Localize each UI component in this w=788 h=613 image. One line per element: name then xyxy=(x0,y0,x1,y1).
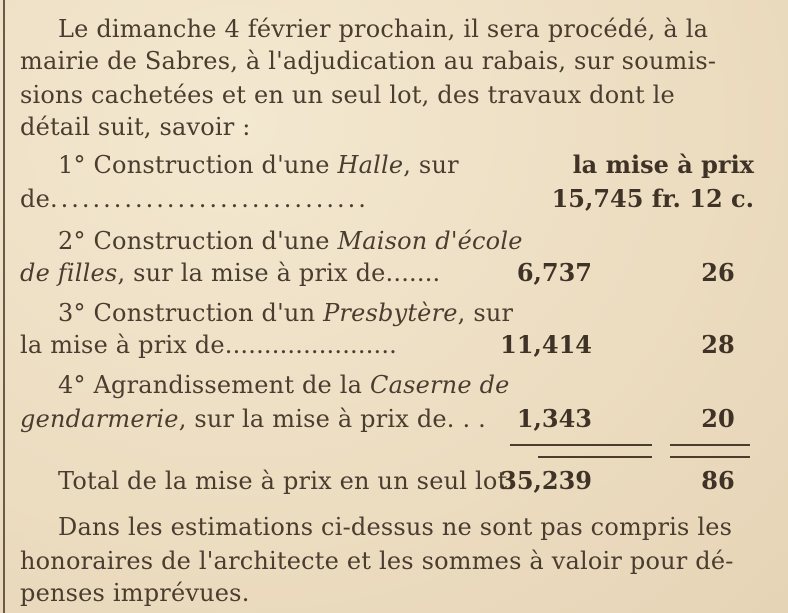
total-label: Total de la mise à prix en un seul lot. xyxy=(58,467,516,495)
item-4-centimes: 20 xyxy=(701,404,735,433)
item-2-francs: 6,737 xyxy=(516,258,592,287)
intro-line-2: mairie de Sabres, à l'adjudication au rabais, sur soumis- xyxy=(20,47,717,75)
item-3-centimes: 28 xyxy=(701,330,735,359)
item-1-mise-a-prix-label: la mise à prix xyxy=(572,150,754,179)
sum-rule-centimes-lower xyxy=(670,456,750,458)
item-1-line-1: 1° Construction d'une Halle, sur xyxy=(58,151,459,179)
item-2-line-2: de filles, sur la mise à prix de....... xyxy=(20,259,441,287)
item-2-centimes: 26 xyxy=(701,258,735,287)
left-column-rule xyxy=(3,0,5,613)
item-4-line-1: 4° Agrandissement de la Caserne de xyxy=(58,371,510,399)
item-3-line-1: 3° Construction d'un Presbytère, sur xyxy=(58,299,514,327)
sum-rule-francs-lower xyxy=(538,456,652,458)
item-3-francs: 11,414 xyxy=(500,330,592,359)
sum-rule-centimes xyxy=(670,444,750,446)
intro-line-3: sions cachetées et en un seul lot, des travaux dont le xyxy=(20,81,675,109)
item-2-line-1: 2° Construction d'une Maison d'école xyxy=(58,227,523,255)
total-centimes: 86 xyxy=(701,466,735,495)
note-line-2: honoraires de l'architecte et les sommes à valoir pour dé- xyxy=(20,547,734,575)
item-3-line-2: la mise à prix de...................... xyxy=(20,331,398,359)
item-1-amount: 15,745 fr. 12 c. xyxy=(551,184,754,213)
intro-line-1: Le dimanche 4 février prochain, il sera procédé, à la xyxy=(58,15,709,43)
note-line-3: penses imprévues. xyxy=(20,579,250,607)
sum-rule-francs xyxy=(510,444,652,446)
item-1-line-2: de.............................. xyxy=(20,185,369,213)
total-francs: 35,239 xyxy=(500,466,592,495)
intro-line-4: détail suit, savoir : xyxy=(20,113,251,141)
item-4-francs: 1,343 xyxy=(516,404,592,433)
item-4-line-2: gendarmerie, sur la mise à prix de. . . xyxy=(20,405,486,433)
note-line-1: Dans les estimations ci-dessus ne sont pas compris les xyxy=(58,513,733,541)
